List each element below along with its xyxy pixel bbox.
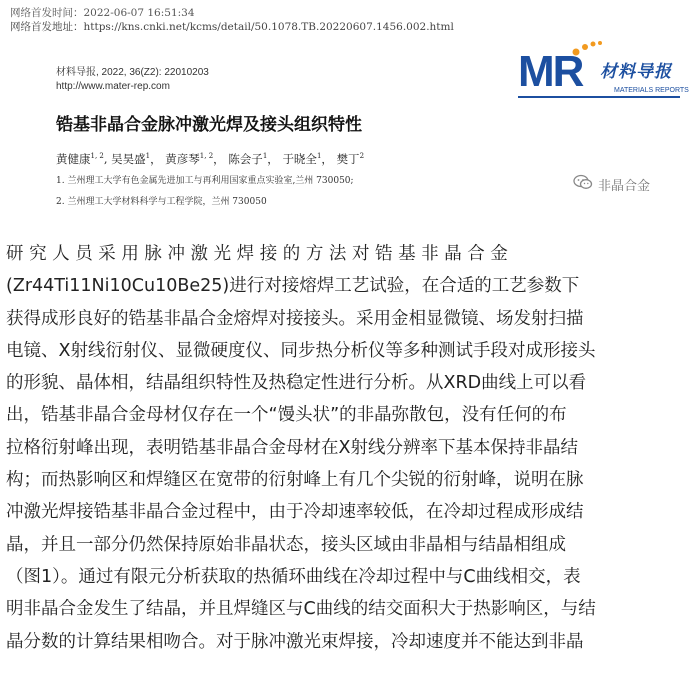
cnki-publication-info <box>10 6 454 34</box>
affiliation-2: 2. 兰州理工大学材料科学与工程学院，兰州 730050 <box>56 197 267 207</box>
article-body <box>6 238 686 658</box>
wechat-watermark <box>573 174 650 194</box>
journal-info <box>56 66 209 94</box>
body-line: 冲激光焊接锆基非晶合金过程中，由于冷却速率较低，在冷却过程成形成结 <box>6 502 584 523</box>
author-name: 于晓全 <box>282 151 317 166</box>
body-line: 拉格衍射峰出现，表明锆基非晶合金母材在X射线分辨率下基本保持非晶结 <box>6 437 578 458</box>
body-line: 的形貌、晶体相，结晶组织特性及热稳定性进行分析。从XRD曲线上可以看 <box>6 373 587 394</box>
body-line: (Zr44Ti11Ni10Cu10Be25)进行对接熔焊工艺试验，在合适的工艺参数下 <box>6 276 580 297</box>
logo-mark: MR <box>518 47 583 96</box>
materials-reports-logo <box>518 40 689 98</box>
author-affiliation-marker: 1, 2 <box>199 152 214 160</box>
author-affiliation-marker: 2 <box>359 152 365 160</box>
journal-citation: 材料导报, 2022, 36(Z2): 22010203 <box>56 67 209 78</box>
body-line: （图1）。通过有限元分析获取的热循环曲线在冷却过程中与C曲线相交，表 <box>6 566 581 587</box>
logo-name-cn: 材料导报 <box>600 62 672 82</box>
author-list: 黄健康$^{1, 2}$, 吴昊盛$^1$， 黄彦琴$^{1, 2}$， 陈会子$^1$， 于晓全$^1$， 樊丁$^2$ <box>56 151 365 166</box>
paper-title: 锆基非晶合金脉冲激光焊及接头组织特性 <box>56 115 362 135</box>
watermark-label: 非晶合金 <box>598 178 651 194</box>
author-affiliation-marker: 1 <box>145 152 151 160</box>
logo-name-en: MATERIALS REPORTS <box>614 87 689 94</box>
online-publish-time: 网络首发时间：2022-06-07 16:51:34 <box>10 7 195 19</box>
body-line: 构；而热影响区和焊缝区在宽带的衍射峰上有几个尖锐的衍射峰，说明在脉 <box>6 470 584 491</box>
logo-underline <box>518 96 680 98</box>
author-affiliation-marker: 1 <box>262 152 268 160</box>
body-line: 晶，并且一部分仍然保持原始非晶状态，接头区域由非晶相与结晶相组成 <box>6 534 566 555</box>
body-line: 研 究 人 员 采 用 脉 冲 激 光 焊 接 的 方 法 对 锆 基 非 晶 合 金 <box>6 244 508 264</box>
body-line: 电镜、X射线衍射仪、显微硬度仪、同步热分析仪等多种测试手段对成形接头 <box>6 340 596 361</box>
author-affiliation-marker: 1, 2 <box>90 152 104 160</box>
author-name: 黄健康 <box>56 151 91 166</box>
body-line: 出，锆基非晶合金母材仅存在一个“馒头状”的非晶弥散包，没有任何的布 <box>6 405 567 426</box>
body-line: 明非晶合金发生了结晶，并且焊缝区与C曲线的结交面积大于热影响区，与结 <box>6 599 596 620</box>
author-name: 樊丁 <box>336 151 360 166</box>
author-affiliation-marker: 1 <box>316 152 322 160</box>
author-name: 吴昊盛 <box>111 151 146 166</box>
journal-website[interactable]: http://www.mater-rep.com <box>56 81 170 92</box>
body-line: 晶分数的计算结果相吻合。对于脉冲激光束焊接，冷却速度并不能达到非晶 <box>6 631 584 652</box>
online-publish-url[interactable]: 网络首发地址：https://kns.cnki.net/kcms/detail/50.1078.TB.20220607.1456.002.html <box>10 21 454 33</box>
wechat-icon <box>573 174 593 194</box>
author-name: 黄彦琴 <box>165 151 200 166</box>
body-line: 获得成形良好的锆基非晶合金熔焊对接接头。采用金相显微镜、场发射扫描 <box>6 308 584 329</box>
affiliation-1: 1. 兰州理工大学有色金属先进加工与再利用国家重点实验室,兰州 730050; <box>56 176 354 186</box>
author-name: 陈会子 <box>228 151 263 166</box>
